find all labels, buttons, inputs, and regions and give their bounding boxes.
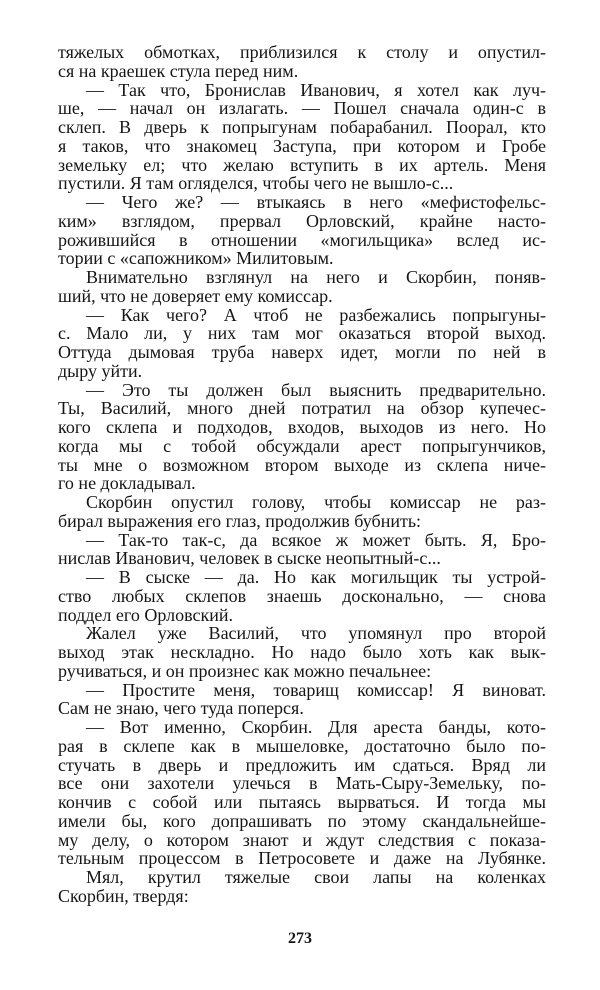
text-line: — Простите меня, товарищ комиссар! Я виноват. <box>86 679 546 700</box>
text-line: — Так что, Бронислав Иванович, я хотел как луч- <box>86 79 546 100</box>
text-line: стучать в дверь и предложить им сдаться. Вряд ли <box>58 754 546 775</box>
text-line: бирал выражения его глаз, продолжив бубнить: <box>58 510 422 531</box>
text-line: — В сыске — да. Но как могильщик ты устрой- <box>86 567 546 587</box>
text-line: Сам не знаю, чего туда поперся. <box>58 698 304 719</box>
text-line: тельным процессом в Петросовете и даже на Лубянке. <box>58 848 546 869</box>
text-line: кончив с собой или пытаясь вырваться. И тогда мы <box>58 792 546 812</box>
text-line: нислав Иванович, человек в сыске неопытный-с... <box>58 548 441 569</box>
text-line: дыру уйти. <box>58 360 143 381</box>
text-line: — Чего же? — втыкаясь в него «мефистофельс- <box>86 192 546 212</box>
text-line: — Вот именно, Скорбин. Для ареста банды, кото- <box>86 717 546 737</box>
text-line: — Так-то так-с, да всякое ж может быть. Я, Бро- <box>86 529 546 550</box>
text-line: Мял, крутил тяжелые свои лапы на коленках <box>86 867 546 887</box>
text-line: я таков, что знакомец Заступа, при котором и Гробе <box>58 135 546 156</box>
text-line: кого склепа и подходов, входов, выходов из него. Но <box>58 417 546 437</box>
text-line: с. Мало ли, у них там мог оказаться второй выход. <box>58 323 546 344</box>
text-line: выход этак нескладно. Но надо было хоть как вык- <box>58 642 546 662</box>
text-line: ший, что не доверяет ему комиссар. <box>58 285 333 306</box>
text-line: го не докладывал. <box>58 473 196 494</box>
text-line: — Как чего? А чтоб не разбежались попрыгуны- <box>86 304 546 325</box>
page-number: 273 <box>288 930 312 947</box>
text-line: Скорбин опустил голову, чтобы комиссар не раз- <box>86 492 546 512</box>
text-line: тяжелых обмотках, приблизился к столу и опустил- <box>58 42 546 62</box>
text-line: пустили. Я там огляделся, чтобы чего не вышло-с... <box>58 173 454 194</box>
text-line: рожившийся в отношении «могильщика» вслед ис- <box>58 229 546 250</box>
text-line: Ты, Василий, много дней потратил на обзор купечес- <box>58 398 546 419</box>
text-line: ким» взглядом, прервал Орловский, крайне насто- <box>58 210 546 231</box>
text-line: земельку ел; что желаю вступить в их артель. Меня <box>58 154 546 175</box>
text-line: склеп. В дверь к попрыгунам побарабанил. Поорал, кто <box>58 117 546 137</box>
text-line: тории с «сапожником» Милитовым. <box>58 248 334 269</box>
book-page-text <box>58 43 546 906</box>
text-line: рая в склепе как в мышеловке, достаточно было по- <box>58 735 546 756</box>
text-line: ство любых склепов знаешь досконально, — снова <box>58 585 546 606</box>
text-line: когда мы с тобой обсуждали арест попрыгунчиков, <box>58 435 546 456</box>
text-line: му делу, о котором знают и ждут следствия с показа- <box>58 829 546 850</box>
text-line: имели бы, кого допрашивать по этому скандальнейше- <box>58 810 546 831</box>
text-line: ше, — начал он излагать. — Пошел сначала один-с в <box>58 98 546 119</box>
text-line: ты мне о возможном втором выходе из склепа ниче- <box>58 454 546 475</box>
text-line: ручиваться, и он произнес как можно печальнее: <box>58 660 432 681</box>
text-line: Жалел уже Василий, что упомянул про второй <box>86 623 546 644</box>
text-line: все они захотели улечься в Мать-Сыру-Земельку, по- <box>58 773 546 794</box>
text-line: — Это ты должен был выяснить предварительно. <box>86 379 546 400</box>
text-line: поддел его Орловский. <box>58 604 233 625</box>
text-line: ся на краешек стула перед ним. <box>58 60 299 81</box>
text-line: Оттуда дымовая труба наверх идет, могли по ней в <box>58 342 546 362</box>
text-line: Скорбин, твердя: <box>58 885 189 906</box>
text-line: Внимательно взглянул на него и Скорбин, поняв- <box>86 267 546 287</box>
